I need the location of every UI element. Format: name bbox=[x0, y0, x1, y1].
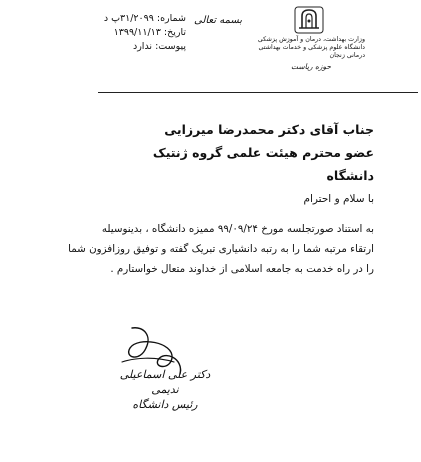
basmala: بسمه تعالی bbox=[194, 15, 243, 26]
university-name: دانشگاه علوم پزشکی و خدمات بهداشتی درمانی زنجان bbox=[258, 44, 365, 60]
letter-meta bbox=[104, 12, 186, 54]
signature-block bbox=[110, 367, 220, 412]
addressee-position: عضو محترم هیئت علمی گروه ژنتیک دانشگاه bbox=[152, 145, 374, 183]
ministry-name: وزارت بهداشت، درمان و آموزش پزشکی bbox=[257, 36, 365, 43]
body-line: ارتقاء مرتبه شما را به رتبه دانشیاری تبریک گفته و توفیق روزافزون شما bbox=[68, 243, 374, 255]
body-line: را در راه خدمت به جامعه اسلامی از خداوند متعال خواستارم . bbox=[110, 263, 374, 275]
university-logo-icon bbox=[294, 6, 324, 34]
letter-body bbox=[68, 219, 374, 279]
signer-name: دکتر علی اسماعیلی ندیمی bbox=[119, 368, 211, 396]
body-line: به استناد صورتجلسه مورخ ۹۹/۰۹/۲۴ ممیزه دانشگاه ، بدینوسیله bbox=[101, 223, 374, 235]
letter-number: شماره: ۳۱/۲۰۹۹پ د bbox=[103, 13, 186, 24]
letter-attachment: پیوست: ندارد bbox=[132, 41, 186, 52]
addressee-name: جناب آقای دکتر محمدرضا میرزایی bbox=[164, 122, 374, 137]
signer-title: رئیس دانشگاه bbox=[132, 398, 198, 411]
greeting: با سلام و احترام bbox=[303, 193, 374, 205]
addressee bbox=[145, 118, 374, 187]
header-divider bbox=[98, 92, 418, 93]
letterhead bbox=[257, 36, 365, 71]
office-name: حوزه ریاست bbox=[290, 61, 332, 71]
letter-date: تاریخ: ۱۳۹۹/۱۱/۱۳ bbox=[113, 27, 186, 38]
